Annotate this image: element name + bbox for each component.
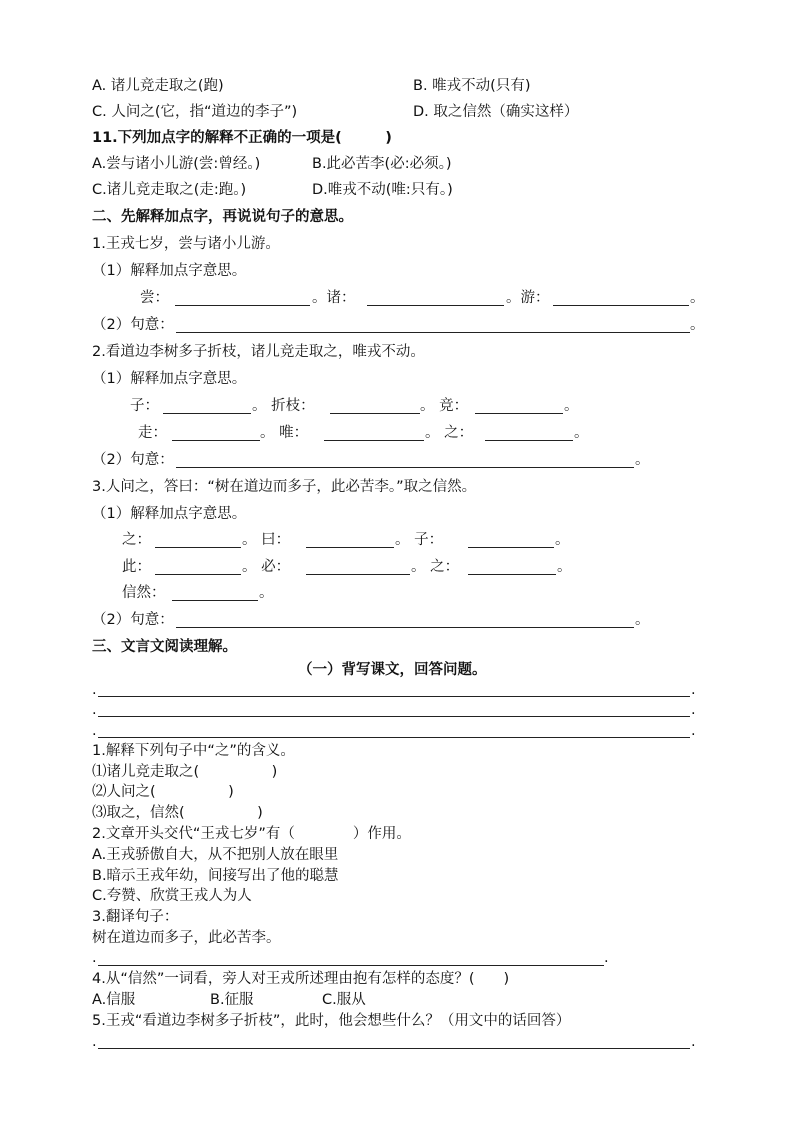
s2-zou-blank[interactable] [172,440,260,441]
s3-sentence: 3.人问之，答曰：“树在道边而多子，此必苦李。”取之信然。 [92,479,477,495]
s2-meaning-end: 。 [635,452,650,468]
s1-end: 。 [690,290,705,306]
s3-zi-end: 。 [555,532,570,548]
s2-wei-blank[interactable] [324,440,424,441]
s3-ci-label: 此： [122,559,151,575]
recite-line-3-dot: . [92,723,97,739]
s3-zhi-label: 之： [122,532,151,548]
s2-jing-label: 。 竞： [420,398,469,414]
s2-zou-label: 走： [138,425,167,441]
s3-meaning-label: （2）句意： [92,612,174,628]
q11-option-d: D.唯戎不动(唯:只有。) [312,182,453,198]
s3-explain-label: （1）解释加点字意思。 [92,506,247,522]
option-a-text: A. 诸儿竞走取之(跑) [92,78,224,94]
s3-xinran-end: 。 [259,585,274,601]
s2-sentence: 2.看道边李树多子折枝，诸儿竞走取之，唯戎不动。 [92,344,425,360]
s1-chang-label: 尝： [140,290,169,306]
section2-heading: 二、先解释加点字，再说说句子的意思。 [92,209,353,225]
q11-option-b: B.此必苦李(必:必须。) [312,156,452,172]
recite-line-2[interactable] [98,716,690,717]
recite-line-3[interactable] [98,737,690,738]
q2-option-c: C.夸赞、欣赏王戎人为人 [92,888,252,904]
s1-explain-label: （1）解释加点字意思。 [92,263,247,279]
s2-meaning-label: （2）句意： [92,452,174,468]
s1-meaning-blank[interactable] [176,332,690,333]
s2-zhezhi-label: 。 折枝： [252,398,315,414]
s1-you-label: 。游： [506,290,550,306]
s2-zhi-end: 。 [574,425,589,441]
s3-meaning-end: 。 [635,612,650,628]
q4-title: 4.从“信然”一词看，旁人对王戎所述理由抱有怎样的态度？( ) [92,971,510,987]
s2-jing-blank[interactable] [475,413,563,414]
s3-yue-blank[interactable] [306,547,394,548]
q4-option-b: B.征服 [210,992,254,1008]
q4-option-a: A.信服 [92,992,136,1008]
s2-zhezhi-blank[interactable] [330,413,420,414]
s1-meaning-end: 。 [690,317,705,333]
q4-option-c: C.服从 [322,992,366,1008]
s1-sentence: 1.王戎七岁，尝与诸小儿游。 [92,236,280,252]
s1-zhu-label: 。诸： [312,290,356,306]
option-b-text: B. 唯戎不动(只有) [413,78,531,94]
option-c-text: C. 人问之(它，指“道边的李子”) [92,104,298,120]
s3-xinran-label: 信然： [122,585,166,601]
q1-c: ⑶取之，信然( ) [92,805,263,821]
q3-title: 3.翻译句子： [92,909,179,925]
recite-line-1-end: . [691,682,696,698]
recite-line-1-dot: . [92,682,97,698]
s2-zi-label: 子： [130,398,159,414]
recite-line-2-dot: . [92,702,97,718]
s2-zhi-label: 。 之： [425,425,474,441]
s2-explain-label: （1）解释加点字意思。 [92,371,247,387]
s1-meaning-label: （2）句意： [92,317,174,333]
section3-heading: 三、文言文阅读理解。 [92,639,237,655]
s3-zi-blank[interactable] [468,547,554,548]
option-d-text: D. 取之信然（确实这样） [413,104,579,120]
s1-you-blank[interactable] [553,305,689,306]
s2-zi-blank[interactable] [163,413,251,414]
q5-title: 5.王戎“看道边李树多子折枝”，此时，他会想些什么？（用文中的话回答） [92,1013,571,1029]
q11-option-a: A.尝与诸小儿游(尝:曾经。) [92,156,261,172]
s3-zhi2-blank[interactable] [468,574,556,575]
q3-line-dot: . [92,950,97,966]
section3-subheading: （一）背写课文，回答问题。 [298,662,487,678]
recite-line-3-end: . [691,723,696,739]
recite-line-1[interactable] [98,696,690,697]
s3-zi-label: 。 子： [395,532,444,548]
q5-line-end: . [691,1034,696,1050]
q3-answer-blank[interactable] [98,965,604,966]
s3-meaning-blank[interactable] [176,627,634,628]
q5-answer-blank[interactable] [98,1048,690,1049]
q11-option-c: C.诸儿竞走取之(走:跑。) [92,182,247,198]
s3-zhi-blank[interactable] [155,547,241,548]
q3-sentence: 树在道边而多子，此必苦李。 [92,930,281,946]
q2-option-b: B.暗示王戎年幼，间接写出了他的聪慧 [92,868,339,884]
q2-title: 2.文章开头交代“王戎七岁”有（ ）作用。 [92,826,411,842]
s3-zhi2-end: 。 [557,559,572,575]
q1-title: 1.解释下列句子中“之”的含义。 [92,743,295,759]
q5-line-dot: . [92,1034,97,1050]
s3-bi-blank[interactable] [306,574,410,575]
s3-ci-blank[interactable] [155,574,241,575]
s2-wei-label: 。 唯： [260,425,309,441]
s3-xinran-blank[interactable] [172,600,258,601]
s2-meaning-blank[interactable] [176,467,634,468]
s1-chang-blank[interactable] [175,305,310,306]
q1-b: ⑵人问之( ) [92,784,234,800]
s3-zhi2-label: 。 之： [411,559,460,575]
s3-bi-label: 。 必： [242,559,291,575]
q3-line-end: . [604,950,609,966]
recite-line-2-end: . [691,702,696,718]
s2-zhi-blank[interactable] [485,440,573,441]
q2-option-a: A.王戎骄傲自大，从不把别人放在眼里 [92,847,339,863]
s1-zhu-blank[interactable] [367,305,504,306]
s3-yue-label: 。 曰： [242,532,291,548]
s2-jing-end: 。 [564,398,579,414]
q1-a: ⑴诸儿竞走取之( ) [92,764,278,780]
q11-title: 11.下列加点字的解释不正确的一项是( ) [92,130,392,146]
